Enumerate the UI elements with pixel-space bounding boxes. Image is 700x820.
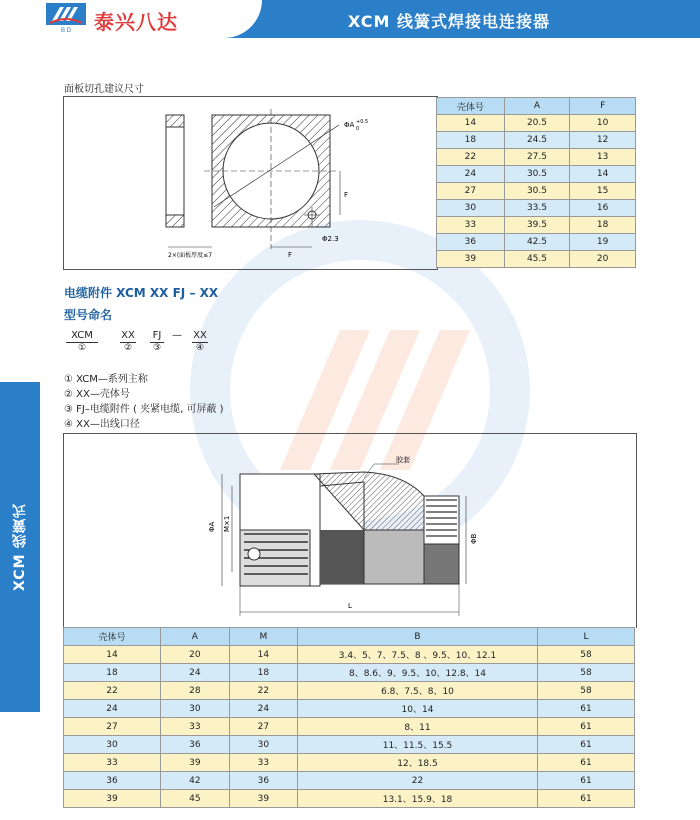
accessory-table-cell: 22	[64, 682, 161, 700]
panel-table-cell: 24	[437, 166, 505, 183]
panel-cut-caption: 面板切孔建议尺寸	[64, 84, 144, 95]
panel-table-cell: 24.5	[504, 132, 570, 149]
label-phiA: ΦA	[208, 521, 216, 532]
accessory-table-cell: 61	[537, 736, 634, 754]
accessory-table-cell: 24	[229, 700, 298, 718]
accessory-table-cell: 36	[229, 772, 298, 790]
accessory-table-row	[64, 682, 635, 700]
accessory-table-cell: 58	[537, 664, 634, 682]
accessory-table-row	[64, 790, 635, 808]
accessory-table-cell: 24	[64, 700, 161, 718]
panel-table-row	[437, 200, 636, 217]
accessory-table-header-cell: A	[161, 628, 230, 646]
accessory-table-cell: 22	[298, 772, 538, 790]
panel-table-header-cell: A	[504, 98, 570, 115]
desc-1: ① XCM—系列主称	[64, 374, 148, 385]
accessory-table-header-cell: B	[298, 628, 538, 646]
code-part-shell: XX ②	[121, 330, 135, 353]
accessory-table-row	[64, 646, 635, 664]
accessory-table-cell: 45	[161, 790, 230, 808]
dim-tol-upper: +0.5	[356, 119, 369, 125]
accessory-table-cell: 33	[161, 718, 230, 736]
code-dash: —	[172, 330, 182, 341]
accessory-table-cell: 8、11	[298, 718, 538, 736]
brand-name: 泰兴八达	[94, 10, 178, 34]
panel-table-row	[437, 217, 636, 234]
code-part-fj: FJ ③	[150, 330, 164, 353]
panel-table-row	[437, 149, 636, 166]
accessory-table-cell: 20	[161, 646, 230, 664]
panel-table-cell: 30.5	[504, 166, 570, 183]
accessory-table-cell: 14	[64, 646, 161, 664]
code-part-xcm: XCM ①	[66, 330, 98, 353]
desc-3: ③ FJ–电缆附件 ( 夹紧电缆, 可屏蔽 )	[64, 404, 224, 415]
panel-table-cell: 27	[437, 183, 505, 200]
dim-tol-lower: 0	[356, 126, 360, 132]
accessory-table-cell: 27	[64, 718, 161, 736]
accessory-table-cell: 61	[537, 754, 634, 772]
panel-cut-table	[436, 97, 636, 268]
accessory-table-cell: 36	[161, 736, 230, 754]
dim-f-horizontal: F	[288, 251, 293, 259]
panel-table-cell: 13	[570, 149, 636, 166]
side-tab-label: XCM 线簧式	[12, 502, 28, 592]
accessory-table-cell: 18	[64, 664, 161, 682]
label-l: L	[348, 602, 352, 610]
panel-table-cell: 30	[437, 200, 505, 217]
panel-table-cell: 30.5	[504, 183, 570, 200]
accessory-table-cell: 12、18.5	[298, 754, 538, 772]
accessory-table-cell: 33	[64, 754, 161, 772]
accessory-table-cell: 8、8.6、9、9.5、10、12.8、14	[298, 664, 538, 682]
side-tab	[0, 382, 40, 712]
panel-table-cell: 22	[437, 149, 505, 166]
label-sleeve: 胶套	[396, 456, 410, 464]
accessory-table-cell: 36	[64, 772, 161, 790]
accessory-table-header-cell: M	[229, 628, 298, 646]
label-m: M×1	[223, 515, 231, 532]
panel-table-cell: 14	[437, 115, 505, 132]
panel-table-cell: 20.5	[504, 115, 570, 132]
accessory-table-cell: 28	[161, 682, 230, 700]
desc-2: ② XX—壳体号	[64, 389, 130, 400]
panel-table-cell: 39	[437, 251, 505, 268]
accessory-table-cell: 14	[229, 646, 298, 664]
panel-table-cell: 12	[570, 132, 636, 149]
accessory-table-row	[64, 718, 635, 736]
dim-hole: Φ2.3	[322, 235, 339, 243]
panel-table-cell: 39.5	[504, 217, 570, 234]
panel-table-row	[437, 251, 636, 268]
page-header	[0, 0, 700, 38]
panel-table-header-cell: F	[570, 98, 636, 115]
accessory-table-cell: 61	[537, 790, 634, 808]
accessory-table	[63, 627, 635, 808]
accessory-table-row	[64, 664, 635, 682]
accessory-table-cell: 11、11.5、15.5	[298, 736, 538, 754]
panel-table-cell: 33.5	[504, 200, 570, 217]
accessory-table-header-cell: L	[537, 628, 634, 646]
panel-table-cell: 27.5	[504, 149, 570, 166]
accessory-table-cell: 10、14	[298, 700, 538, 718]
accessory-table-cell: 27	[229, 718, 298, 736]
accessory-table-cell: 33	[229, 754, 298, 772]
accessory-table-cell: 30	[229, 736, 298, 754]
accessory-table-cell: 61	[537, 718, 634, 736]
accessory-table-cell: 3.4、5、7、7.5、8 、9.5、10、12.1	[298, 646, 538, 664]
accessory-table-cell: 42	[161, 772, 230, 790]
accessory-table-header-cell: 壳体号	[64, 628, 161, 646]
panel-cut-drawing	[64, 97, 436, 267]
accessory-table-cell: 24	[161, 664, 230, 682]
accessory-table-cell: 6.8、7.5、8、10	[298, 682, 538, 700]
panel-table-cell: 16	[570, 200, 636, 217]
accessory-table-row	[64, 700, 635, 718]
panel-table-cell: 18	[570, 217, 636, 234]
accessory-table-cell: 30	[161, 700, 230, 718]
accessory-table-cell: 30	[64, 736, 161, 754]
accessory-table-cell: 39	[161, 754, 230, 772]
accessory-drawing	[64, 434, 634, 626]
logo-subtext: B D	[60, 28, 72, 33]
panel-table-row	[437, 166, 636, 183]
dim-panel-thickness: 2×(面板厚度≤7	[168, 252, 213, 259]
panel-table-cell: 33	[437, 217, 505, 234]
panel-table-row	[437, 132, 636, 149]
accessory-table-cell: 58	[537, 646, 634, 664]
accessory-table-cell: 61	[537, 772, 634, 790]
panel-table-cell: 42.5	[504, 234, 570, 251]
label-phiB: ΦB	[470, 533, 478, 544]
panel-table-row	[437, 183, 636, 200]
desc-4: ④ XX—出线口径	[64, 419, 140, 430]
panel-table-cell: 36	[437, 234, 505, 251]
panel-table-header-cell: 壳体号	[437, 98, 505, 115]
company-logo-icon	[46, 3, 86, 33]
accessory-table-row	[64, 736, 635, 754]
panel-table-row	[437, 115, 636, 132]
panel-table-cell: 15	[570, 183, 636, 200]
code-part-outlet: XX ④	[193, 330, 207, 353]
dim-phiA: ΦA	[344, 121, 355, 129]
accessory-table-cell: 58	[537, 682, 634, 700]
naming-title: 型号命名	[64, 308, 113, 322]
accessory-table-row	[64, 772, 635, 790]
accessory-title: 电缆附件 XCM XX FJ – XX	[64, 286, 219, 300]
panel-table-cell: 18	[437, 132, 505, 149]
accessory-table-cell: 39	[229, 790, 298, 808]
panel-table-cell: 20	[570, 251, 636, 268]
accessory-table-row	[64, 754, 635, 772]
panel-table-cell: 14	[570, 166, 636, 183]
accessory-table-cell: 13.1、15.9、18	[298, 790, 538, 808]
panel-table-cell: 45.5	[504, 251, 570, 268]
accessory-table-cell: 39	[64, 790, 161, 808]
panel-table-cell: 19	[570, 234, 636, 251]
accessory-table-cell: 22	[229, 682, 298, 700]
page-title: XCM 线簧式焊接电连接器	[348, 12, 551, 31]
accessory-table-cell: 61	[537, 700, 634, 718]
dim-f-vertical: F	[344, 191, 349, 199]
panel-table-cell: 10	[570, 115, 636, 132]
accessory-table-cell: 18	[229, 664, 298, 682]
panel-table-row	[437, 234, 636, 251]
